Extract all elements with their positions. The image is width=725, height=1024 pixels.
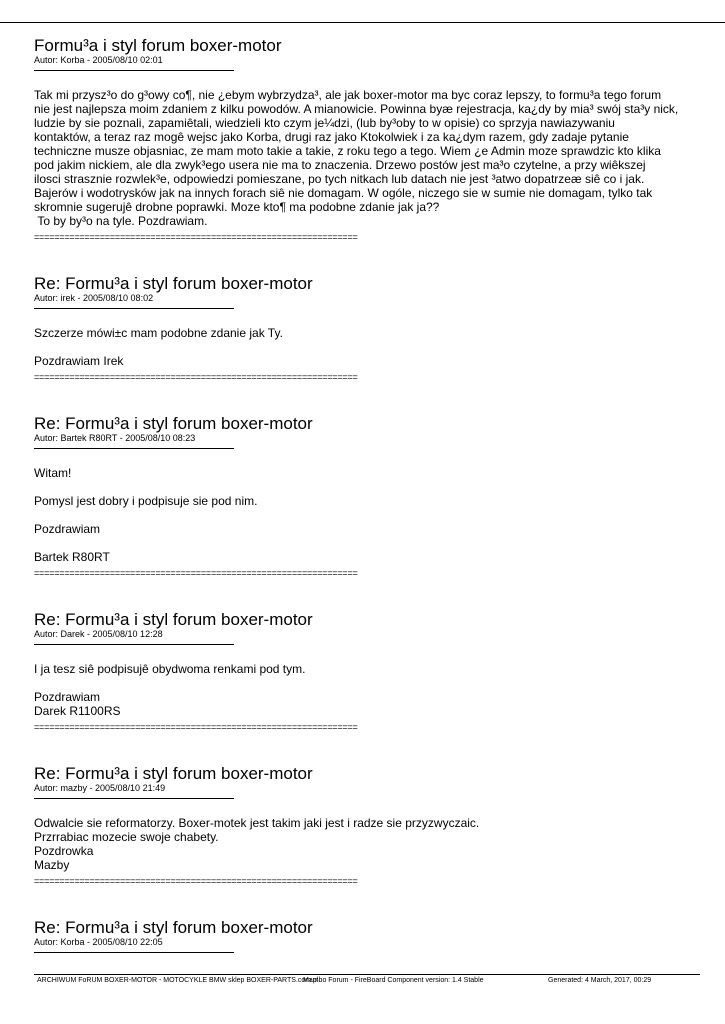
post-paragraph: I ja tesz siê podpisujê obydwoma renkami pod tym. xyxy=(34,662,306,676)
post-paragraph: Pozdrawiam xyxy=(34,522,101,536)
post-title: Re: Formu³a i styl forum boxer-motor xyxy=(34,274,313,293)
post-header-rule xyxy=(34,798,234,799)
footer-generated-date: Generated: 4 March, 2017, 00:29 xyxy=(548,977,652,984)
post-author-date: Autor: mazby - 2005/08/10 21:49 xyxy=(34,783,166,793)
post-body xyxy=(34,662,694,718)
footer-rule xyxy=(34,974,700,975)
footer-component-version: Mambo Forum - FireBoard Component version: 1.4 Stable xyxy=(303,977,484,984)
post-header-rule xyxy=(34,644,234,645)
post-gap xyxy=(34,242,694,274)
post-paragraph: Witam! xyxy=(34,466,72,480)
post-body xyxy=(34,88,694,228)
post-body xyxy=(34,466,694,564)
post-gap xyxy=(34,732,694,764)
post-separator: ================================================================ xyxy=(34,876,358,886)
post-author-date: Autor: Korba - 2005/08/10 22:05 xyxy=(34,937,163,947)
post-paragraph: Pozdrawiam Irek xyxy=(34,354,124,368)
post-paragraph: Pomysl jest dobry i podpisuje sie pod nim. xyxy=(34,494,258,508)
post-title: Re: Formu³a i styl forum boxer-motor xyxy=(34,764,313,783)
post-header-rule xyxy=(34,70,234,71)
post-header-rule xyxy=(34,448,234,449)
post-gap xyxy=(34,886,694,918)
post-title: Formu³a i styl forum boxer-motor xyxy=(34,36,282,55)
post-author-date: Autor: Bartek R80RT - 2005/08/10 08:23 xyxy=(34,433,196,443)
footer-site-name: ARCHIWUM FoRUM BOXER-MOTOR - MOTOCYKLE BMW sklep BOXER-PARTS.com.pl xyxy=(37,977,319,984)
post-gap xyxy=(34,382,694,414)
forum-post xyxy=(34,274,694,382)
top-rule xyxy=(0,22,725,23)
post-paragraph: Odwalcie sie reformatorzy. Boxer-motek jest takim jaki jest i radze sie przyzwyczaic. Przrrabiac mozecie swoje chabety. Pozdrowka Mazby xyxy=(34,816,480,872)
post-title: Re: Formu³a i styl forum boxer-motor xyxy=(34,918,313,937)
post-paragraph: Szczerze mówi±c mam podobne zdanie jak Ty. xyxy=(34,326,283,340)
post-separator: ================================================================ xyxy=(34,568,358,578)
post-gap xyxy=(34,578,694,610)
forum-post xyxy=(34,414,694,578)
post-body xyxy=(34,816,694,872)
post-paragraph: Pozdrawiam Darek R1100RS xyxy=(34,690,121,718)
post-header-rule xyxy=(34,952,234,953)
post-body xyxy=(34,326,694,368)
post-paragraph: Bartek R80RT xyxy=(34,550,110,564)
post-separator: ================================================================ xyxy=(34,372,358,382)
post-author-date: Autor: Korba - 2005/08/10 02:01 xyxy=(34,55,163,65)
post-separator: ================================================================ xyxy=(34,722,358,732)
post-title: Re: Formu³a i styl forum boxer-motor xyxy=(34,414,313,433)
post-author-date: Autor: irek - 2005/08/10 08:02 xyxy=(34,293,154,303)
forum-post xyxy=(34,764,694,886)
forum-post xyxy=(34,918,694,953)
post-paragraph: Tak mi przysz³o do g³owy co¶, nie ¿ebym wybrzydza³, ale jak boxer-motor ma byc coraz lepszy, to formu³a tego forum nie jest najlepsza moim zdaniem z kilku powodów. A mianowicie. Powinna byæ rejestracja, ka¿dy by mia³ swój sta³y nick, ludzie by sie poznali, zapamiêtali, wiedzieli kto czym je¼dzi, (lub by³oby to w opisie) co sprzyja nawiazywaniu kontaktów, a teraz raz mogê wejsc jako Korba, drugi raz jako Ktokolwiek i za ka¿dym razem, gdy zadaje pytanie techniczne musze objasniac, ze mam moto takie a takie, z roku tego a tego. Wiem ¿e Admin moze sprawdzic kto klika pod jakim nickiem, ale dla zwyk³ego usera nie ma to znaczenia. Drzewo postów jest ma³o czytelne, a przy wiêkszej ilosci strasznie rozwlek³e, odpowiedzi pomieszane, po tych nitkach lub datach nie jest ³atwo dopatrzeæ siê co i jak. Bajerów i wodotrysków jak na innych forach siê nie domagam. W ogóle, niczego sie w sumie nie domagam, tylko tak skromnie sugerujê drobne poprawki. Moze kto¶ ma podobne zdanie jak ja?? To by by³o na tyle. Pozdrawiam. xyxy=(34,88,679,228)
post-title: Re: Formu³a i styl forum boxer-motor xyxy=(34,610,313,629)
forum-post xyxy=(34,610,694,732)
post-separator: ================================================================ xyxy=(34,232,358,242)
forum-post xyxy=(34,36,694,242)
post-author-date: Autor: Darek - 2005/08/10 12:28 xyxy=(34,629,163,639)
post-list xyxy=(34,36,694,953)
post-header-rule xyxy=(34,308,234,309)
